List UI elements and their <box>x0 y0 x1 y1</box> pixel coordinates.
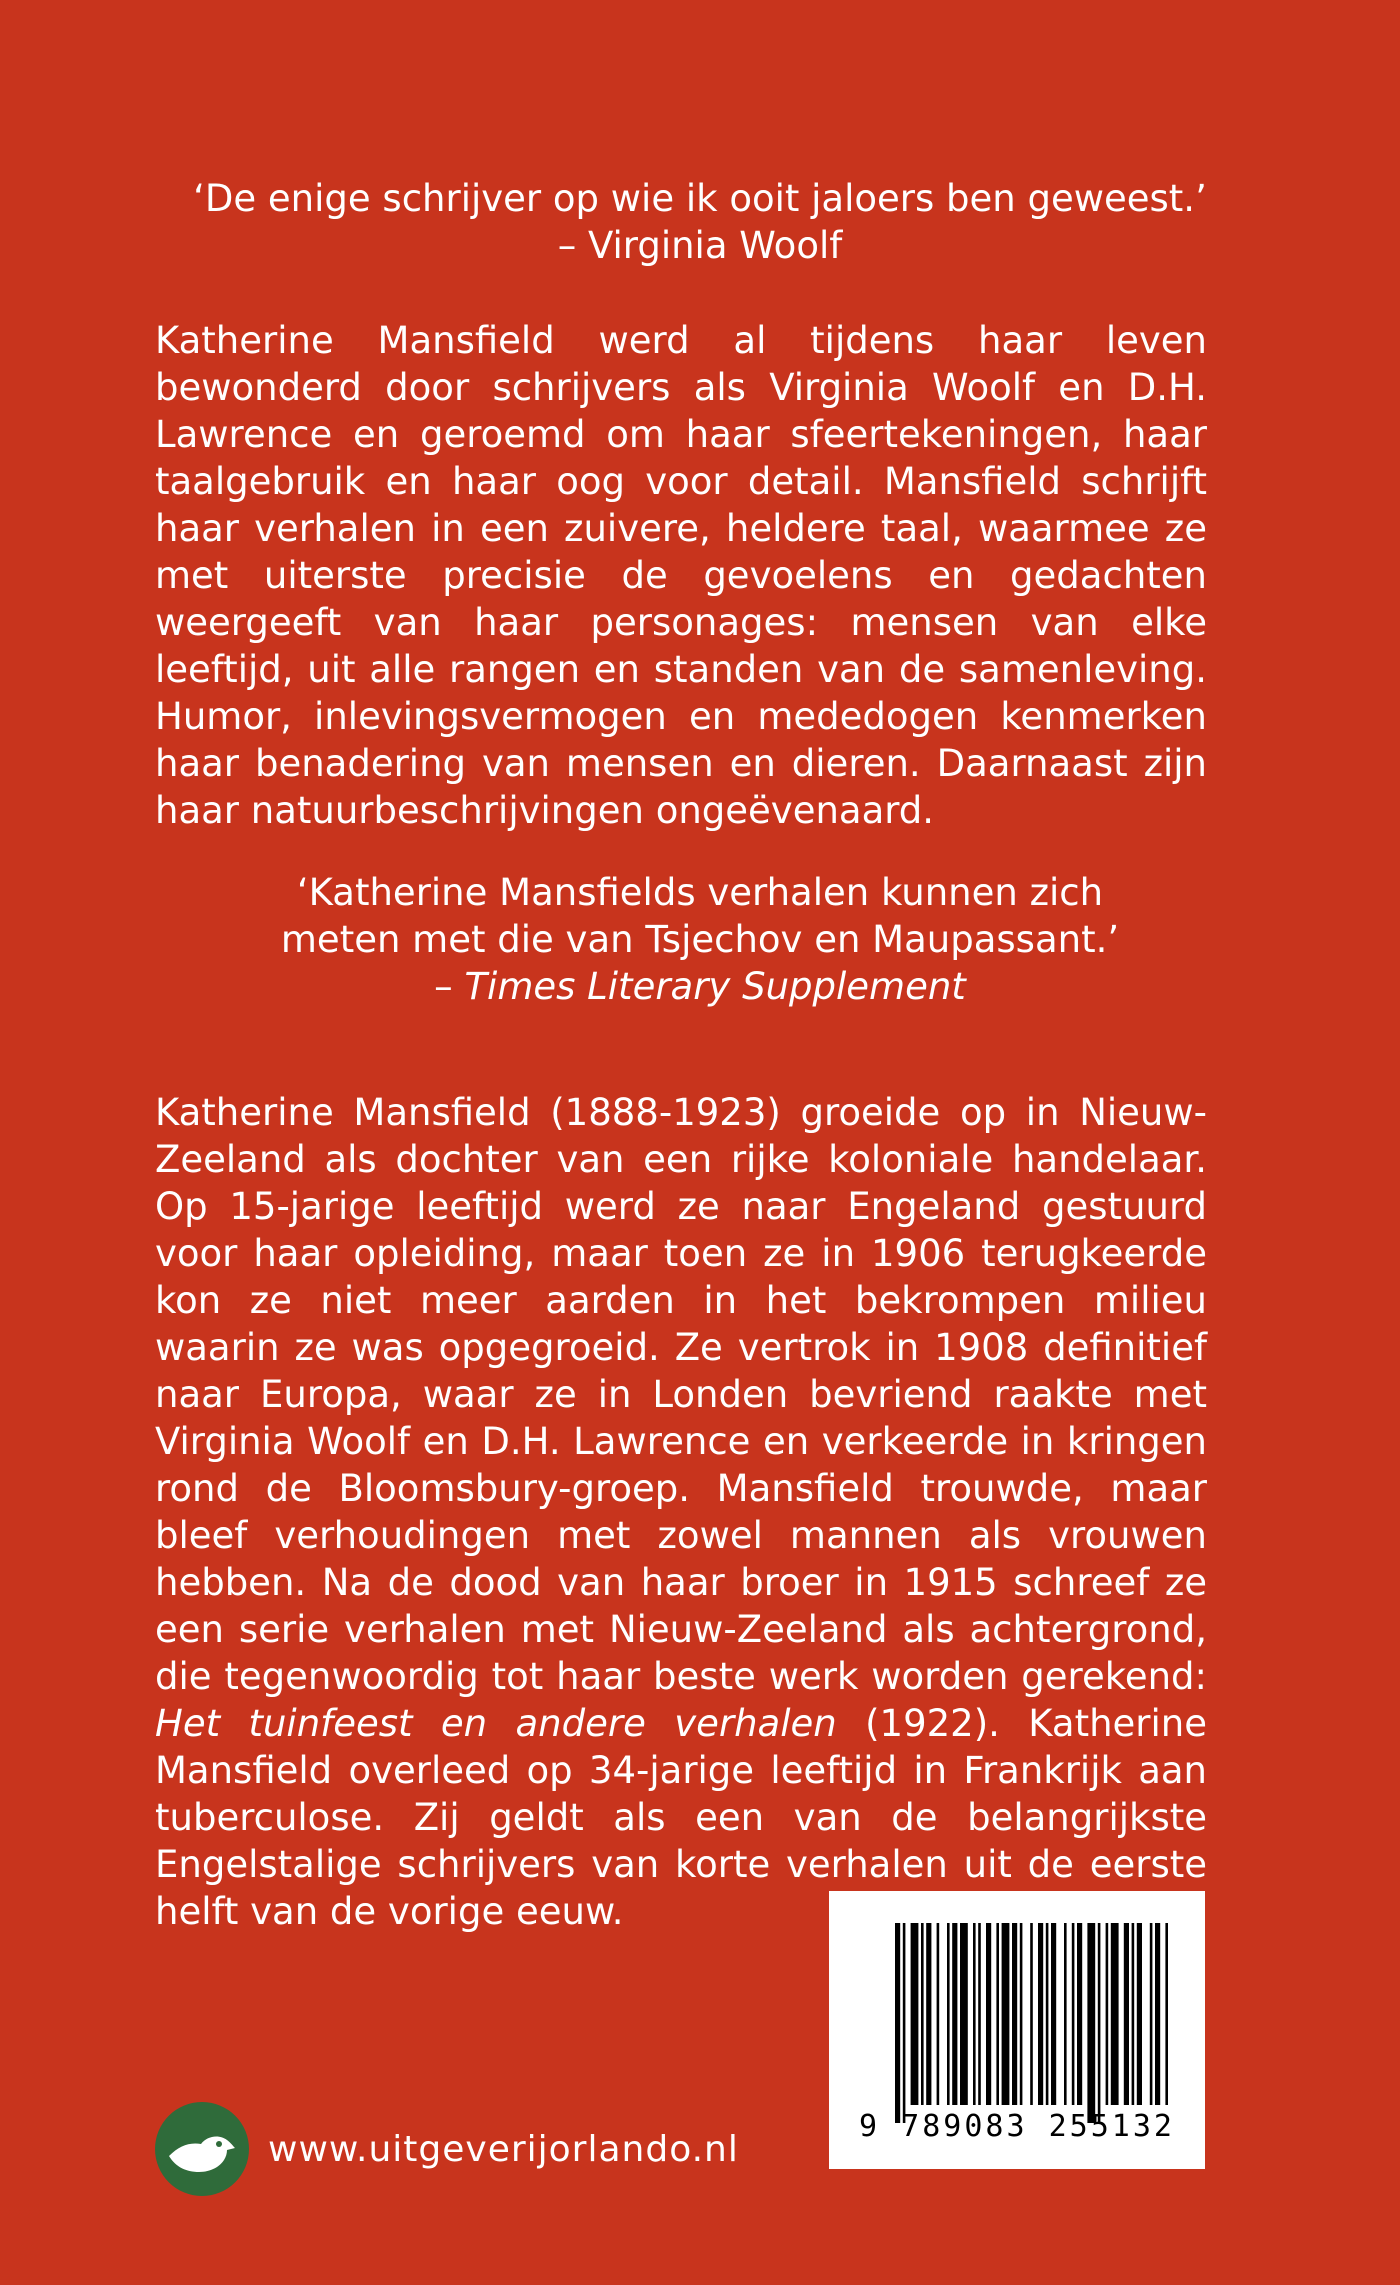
barcode-bar <box>911 1923 919 2105</box>
barcode-bar <box>895 1923 900 2123</box>
biography-book-title: Het tuinfeest en andere verhalen <box>155 1702 837 1745</box>
barcode-bar <box>1038 1923 1043 2105</box>
quote-woolf <box>0 175 1400 269</box>
quote-tls <box>0 869 1400 1010</box>
barcode-bar <box>1106 1923 1109 2105</box>
barcode-bar <box>1030 1923 1033 2105</box>
barcode-bar <box>903 1923 906 2123</box>
barcode-bar <box>1155 1923 1160 2105</box>
quote-tls-author-line <box>0 963 1400 1010</box>
quote-tls-line-2: meten met die van Tsjechov en Maupassant.’ <box>280 918 1120 961</box>
quote-woolf-text: ‘De enige schrijver op wie ik ooit jaloers ben geweest.’ <box>193 177 1207 220</box>
barcode-bar <box>1132 1923 1135 2105</box>
barcode-bar <box>1002 1923 1010 2105</box>
quote-woolf-author: – Virginia Woolf <box>557 224 843 267</box>
barcode-bar <box>937 1923 940 2105</box>
barcode-bar <box>1046 1923 1049 2105</box>
isbn-barcode <box>829 1891 1205 2169</box>
barcode-bar <box>1012 1923 1017 2105</box>
quote-tls-line-1: ‘Katherine Mansfields verhalen kunnen zich <box>296 871 1104 914</box>
barcode-bar <box>973 1923 976 2105</box>
barcode-bar <box>1137 1923 1142 2105</box>
barcode-bar <box>921 1923 924 2105</box>
publisher-website[interactable]: www.uitgeverijorlando.nl <box>268 2129 739 2170</box>
barcode-bar <box>926 1923 931 2105</box>
barcode-bar <box>1165 1923 1168 2105</box>
barcode-bar <box>1077 1923 1082 2105</box>
barcode-bar <box>1150 1923 1153 2105</box>
description-paragraph: Katherine Mansfield werd al tijdens haar leven bewonderd door schrijvers als Virginia Woolf en D.H. Lawrence en geroemd om haar sfeertekeningen, haar taalgebruik en haar oog voor detail. Mansfield schrijft haar verhalen in een zuivere, heldere taal, waarmee ze met uiterste precisie de gevoelens en gedachten weergeeft van haar personages: mensen van elke leeftijd, uit alle rangen en standen van de samenleving. Humor, inlevingsvermogen en mededogen kenmerken haar benadering van mensen en dieren. Daarnaast zijn haar natuurbeschrijvingen ongeëvenaard. <box>155 319 1207 832</box>
barcode-bar <box>1087 1923 1095 2123</box>
barcode-bar <box>1111 1923 1119 2105</box>
biography-text-start: Katherine Mansfield (1888-1923) groeide op in Nieuw-Zeeland als dochter van een rijke koloniale handelaar. Op 15-jarige leeftijd werd ze naar Engeland gestuurd voor haar opleiding, maar toen ze in 1906 terugkeerde kon ze niet meer aarden in het bekrompen milieu waarin ze was opgegroeid. Ze vertrok in 1908 definitief naar Europa, waar ze in Londen bevriend raakte met Virginia Woolf en D.H. Lawrence en verkeerde in kringen rond de Bloomsbury-groep. Mansfield trouwde, maar bleef verhoudingen met zowel mannen als vrouwen hebben. Na de dood van haar broer in 1915 schreef ze een serie verhalen met Nieuw-Zeeland als achtergrond, die tegenwoordig tot haar beste werk worden gerekend: <box>155 1091 1207 1698</box>
quote-tls-author: Times Literary Supplement <box>464 965 966 1008</box>
barcode-bar <box>1072 1923 1075 2105</box>
isbn-digits: 9 789083 255132 <box>859 2109 1175 2144</box>
barcode-bar <box>1051 1923 1056 2105</box>
barcode-bar <box>952 1923 957 2105</box>
barcode-bar <box>1020 1923 1023 2105</box>
biography-text-end: (1922). Katherine Mansfield overleed op 34-jarige leeftijd in Frankrijk aan tuberculose. Zij geldt als een van de belangrijkste Engelstalige schrijvers van korte verhalen uit de eerste helft van de vorige eeuw. <box>155 1702 1207 1933</box>
bird-logo-icon <box>155 2102 249 2196</box>
barcode-bar <box>960 1923 968 2105</box>
barcode-bar <box>1064 1923 1067 2105</box>
barcode-bar <box>947 1923 950 2105</box>
barcode-bar <box>986 1923 991 2105</box>
quote-tls-dash: – <box>434 965 465 1008</box>
barcode-bar <box>978 1923 981 2105</box>
biography-paragraph <box>155 1089 1207 1935</box>
barcode-bar <box>1124 1923 1129 2105</box>
barcode-bar <box>1098 1923 1101 2123</box>
barcode-bar <box>996 1923 999 2105</box>
